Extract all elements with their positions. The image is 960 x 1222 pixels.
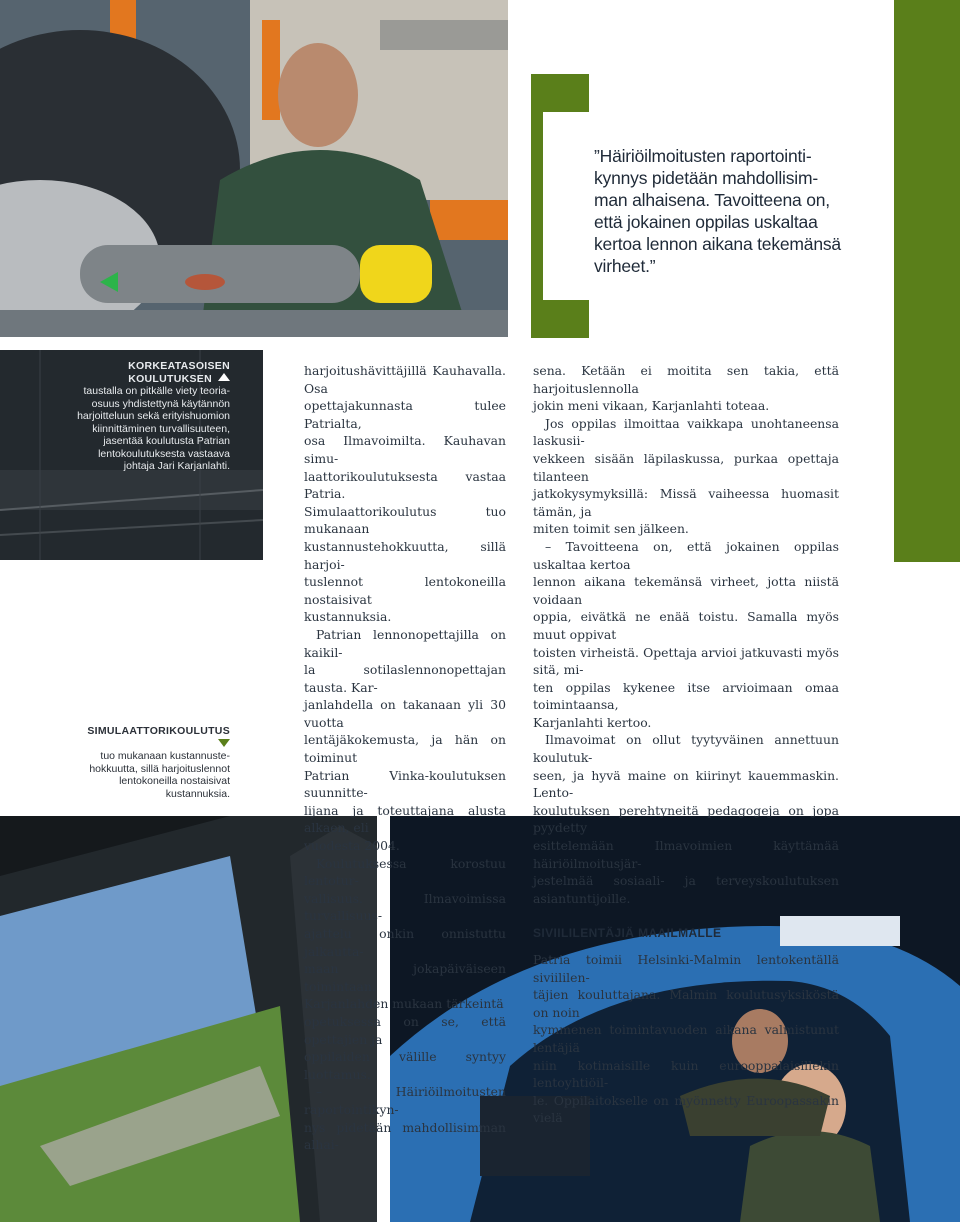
article-line: esittelemään Ilmavoimien käyttämää häiriöilmoitusjär-	[533, 838, 839, 871]
article-line: koulutuksen perehtyneitä pedagogeja on jopa pyydetty	[533, 802, 839, 836]
article-line: opetuksessa on se, että opettajien ja	[304, 1013, 506, 1047]
article-line: kustannustehokkuutta, sillä harjoi-	[304, 538, 506, 572]
article-column-right	[533, 362, 839, 1127]
article-paragraph	[533, 538, 839, 732]
caption-heading: KORKEATASOISEN KOULUTUKSEN	[128, 360, 230, 385]
article-line: jokin meni vikaan, Karjanlahti toteaa.	[533, 398, 770, 414]
article-column-middle	[304, 362, 506, 1154]
article-line: tuslennot lentokoneilla nostaisivat	[304, 574, 506, 607]
caption-line: hokkuutta, sillä harjoituslennot	[89, 762, 230, 775]
article-line: toisten virheistä. Opettaja arvioi jatkuvasti myös sitä, mi-	[533, 644, 839, 678]
article-line: lennon aikana tekemänsä virheet, jotta niistä voidaan	[533, 574, 839, 607]
article-line: Ilmavoimat on ollut tyytyväinen annettuun koulutuk-	[533, 732, 839, 766]
article-line: – Tavoitteena on, että jokainen oppilas uskaltaa kertoa	[533, 538, 839, 572]
photo-instructor-graphic	[0, 0, 508, 337]
article-line: ajattelu onkin onnistuttu jalkautta-	[304, 926, 506, 959]
section-subheading: SIVIILILENTÄJIÄ MAAILMALLE	[533, 926, 722, 941]
article-line: kymmenen toimintavuoden aikana valmistunut lentäjiä	[533, 1022, 839, 1055]
caption-line: taustalla on pitkälle viety teoria-	[83, 385, 230, 397]
article-line: kustannuksia.	[304, 609, 392, 625]
photo-caption-bottom	[70, 725, 230, 800]
caption-line: tuo mukanaan kustannuste-	[100, 750, 230, 762]
article-line: la sotilaslennonopettajan tausta. Kar-	[304, 662, 506, 695]
caption-line: lentokoulutuksesta vastaava	[98, 447, 230, 460]
article-line: Patria toimii Helsinki-Malmin lentokentällä siviililen-	[533, 952, 839, 985]
quote-line: kynnys pidetään mahdollisim-	[594, 168, 818, 188]
quote-line: virheet.”	[594, 256, 656, 276]
caption-line: johtaja Jari Karjanlahti.	[123, 460, 230, 472]
article-line: le. Oppilaitokselle on myönnetty Euroopassakin vielä	[533, 1092, 839, 1126]
caption-line: harjoitteluun sekä erityishuomion	[77, 410, 230, 422]
pull-quote	[594, 145, 849, 277]
article-line: janlahdella on takanaan yli 30 vuotta	[304, 697, 506, 730]
article-paragraph	[304, 1083, 506, 1153]
article-paragraph	[304, 362, 506, 626]
article-line: Simulaattorikoulutus tuo mukanaan	[304, 503, 506, 537]
photo-instructor-with-propeller	[0, 0, 508, 337]
article-paragraph	[533, 415, 839, 538]
article-line: oppia, eivätkä ne enää toistu. Samalla myös muut oppivat	[533, 609, 839, 642]
article-line: vallisuus. Ilmavoimissa turvallisuus-	[304, 890, 506, 924]
article-line: vuodesta 2004.	[304, 838, 400, 854]
caption-line: kiinnittäminen turvallisuuteen,	[92, 422, 230, 435]
article-line: oppilaiden välille syntyy luottamus.	[304, 1049, 506, 1082]
accent-bar	[894, 0, 960, 562]
quote-line: man alhaisena. Tavoitteena on,	[594, 190, 830, 210]
article-line: sena. Ketään ei moitita sen takia, että harjoituslennolla	[533, 363, 839, 396]
article-paragraph	[533, 951, 839, 1127]
article-line: jestelmää sosiaali- ja terveyskoulutuksen asiantuntijoille.	[533, 873, 839, 906]
article-line: osa Ilmavoimilta. Kauhavan simu-	[304, 433, 506, 466]
article-line: Patrian Vinka-koulutuksen suunnitte-	[304, 767, 506, 801]
caption-line: kustannuksia.	[165, 787, 230, 800]
quote-line: että jokainen oppilas uskaltaa	[594, 212, 818, 232]
caption-line: jasentää koulutusta Patrian	[103, 435, 230, 447]
quote-line: kertoa lennon aikana tekemänsä	[594, 234, 841, 254]
article-line: niin kotimaisille kuin eurooppalaisillekin lentoyhtiöil-	[533, 1057, 839, 1091]
article-line: täjien kouluttajana. Malmin koulutusyksiköstä on noin	[533, 987, 839, 1020]
article-line: vekkeen sisään läpilaskussa, purkaa opettaja tilanteen	[533, 450, 839, 484]
article-line: lentäjäkokemusta, ja hän on toiminut	[304, 732, 506, 766]
article-line: maan jokapäiväiseen toimintaan.	[304, 961, 506, 994]
article-line: harjoitushävittäjillä Kauhavalla. Osa	[304, 363, 506, 396]
quote-bracket	[531, 74, 589, 338]
article-paragraph	[304, 626, 506, 855]
triangle-up-icon	[218, 373, 230, 381]
caption-heading: SIMULAATTORIKOULUTUS	[87, 725, 230, 737]
article-line: Karjanlahti kertoo.	[533, 714, 652, 730]
article-line: ten oppilas kykenee itse arvioimaan omaa toimintaansa,	[533, 679, 839, 713]
article-line: Patrian lennonopettajilla on kaikil-	[304, 626, 506, 660]
photo-caption-top	[70, 360, 230, 473]
article-line: opettajakunnasta tulee Patrialta,	[304, 398, 506, 431]
article-line: laattorikoulutuksesta vastaa Patria.	[304, 468, 506, 502]
caption-line: osuus yhdistettynä käytännön	[91, 397, 230, 410]
caption-line: lentokoneilla nostaisivat	[119, 775, 230, 787]
article-line: – Häiriöilmoitusten raportointikyn-	[304, 1084, 506, 1117]
article-line: miten toimit sen jälkeen.	[533, 521, 689, 537]
article-line: Karjanlahden mukaan tärkeintä	[304, 996, 504, 1012]
article-line: Koulutuksessa korostuu lentotur-	[304, 855, 506, 889]
article-paragraph	[304, 855, 506, 1084]
article-line: nys pidetään mahdollisimman alhai-	[304, 1119, 506, 1153]
quote-line: ”Häiriöilmoitusten raportointi-	[594, 146, 812, 166]
article-paragraph	[533, 362, 839, 415]
article-line: Jos oppilas ilmoittaa vaikkapa unohtaneensa laskusii-	[533, 415, 839, 449]
triangle-down-icon	[218, 739, 230, 747]
article-line: seen, ja hyvä maine on kiirinyt kauemmaskin. Lento-	[533, 767, 839, 801]
quote-bracket-inner	[543, 112, 589, 300]
article-paragraph	[533, 731, 839, 907]
article-line: lijana ja toteuttajana alusta alkaen, eli	[304, 802, 506, 836]
article-line: jatkokysymyksillä: Missä vaiheessa huomasit tämän, ja	[533, 486, 839, 519]
